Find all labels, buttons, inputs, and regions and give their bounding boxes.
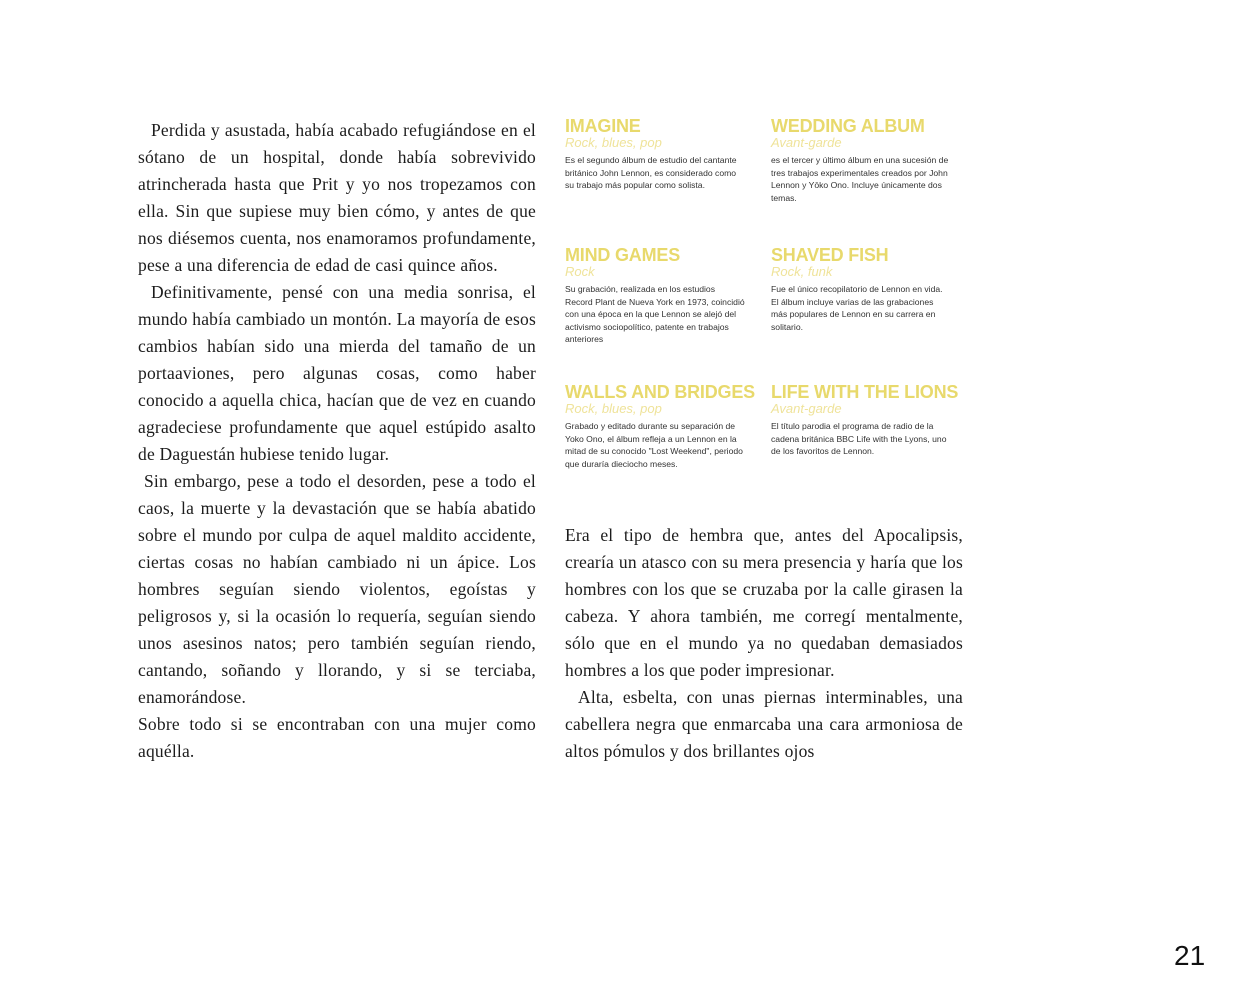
left-text-column xyxy=(138,117,536,765)
album-title: IMAGINE xyxy=(565,116,641,136)
album-title: SHAVED FISH xyxy=(771,245,889,265)
album-walls-and-bridges xyxy=(565,382,755,470)
album-description: Fue el único recopilatorio de Lennon en vida. El álbum incluye varias de las grabaciones más populares de Lennon en su carrera en solitario. xyxy=(771,284,943,332)
album-title: WEDDING ALBUM xyxy=(771,116,925,136)
album-genre: Rock, funk xyxy=(771,264,833,279)
album-genre: Rock xyxy=(565,264,595,279)
right-text-column xyxy=(565,522,963,765)
paragraph: Definitivamente, pensé con una media sonrisa, el mundo había cambiado un montón. La mayoría de esos cambios habían sido una mierda del tamaño de un portaaviones, pero algunas cosas, como haber conocido a aquella chica, hacían que de vez en cuando agradeciese profundamente que aquel estúpido asalto de Daguestán hubiese tenido lugar. xyxy=(138,282,536,464)
paragraph: Alta, esbelta, con unas piernas interminables, una cabellera negra que enmarcaba una cara armoniosa de altos pómulos y dos brillantes ojos xyxy=(565,687,963,761)
album-shaved-fish xyxy=(771,245,961,333)
album-description: Grabado y editado durante su separación de Yoko Ono, el álbum refleja a un Lennon en la mitad de su conocido "Lost Weekend", periodo que duraría dieciocho meses. xyxy=(565,421,743,469)
paragraph: Sobre todo si se encontraban con una mujer como aquélla. xyxy=(138,714,536,761)
album-title: LIFE WITH THE LIONS xyxy=(771,382,959,402)
page-number: 21 xyxy=(1174,940,1206,971)
album-genre: Rock, blues, pop xyxy=(565,401,662,416)
album-title: MIND GAMES xyxy=(565,245,681,265)
album-description: Es el segundo álbum de estudio del cantante británico John Lennon, es considerado como su trabajo más popular como solista. xyxy=(565,155,737,191)
album-description: Su grabación, realizada en los estudios Record Plant de Nueva York en 1973, coincidió con una época en la que Lennon se alejó del activismo sociopolítico, patente en trabajos anteriores xyxy=(565,284,745,345)
paragraph: Era el tipo de hembra que, antes del Apocalipsis, crearía un atasco con su mera presencia y haría que los hombres con los que se cruzaba por la calle girasen la cabeza. Y ahora también, me corregí mentalmente, sólo que en el mundo ya no quedaban demasiados hombres a los que poder impresionar. xyxy=(565,525,963,680)
album-life-with-the-lions xyxy=(771,382,961,458)
album-title: WALLS AND BRIDGES xyxy=(565,382,755,402)
album-genre: Rock, blues, pop xyxy=(565,135,662,150)
album-genre: Avant-garde xyxy=(771,135,842,150)
album-wedding-album xyxy=(771,116,961,204)
album-imagine xyxy=(565,116,755,192)
album-description: es el tercer y último álbum en una sucesión de tres trabajos experimentales creados por John Lennon y Yōko Ono. Incluye únicamente dos temas. xyxy=(771,155,949,203)
album-mind-games xyxy=(565,245,755,346)
paragraph: Sin embargo, pese a todo el desorden, pese a todo el caos, la muerte y la devastación que se había abatido sobre el mundo por culpa de aquel maldito accidente, ciertas cosas no habían cambiado ni un ápice. Los hombres seguían siendo violentos, egoístas y peligrosos y, si la ocasión lo requería, seguían siendo unos asesinos natos; pero también seguían riendo, cantando, soñando y llorando, y si se terciaba, enamorándose. xyxy=(138,471,536,707)
paragraph: Perdida y asustada, había acabado refugiándose en el sótano de un hospital, donde había sobrevivido atrincherada hasta que Prit y yo nos tropezamos con ella. Sin que supiese muy bien cómo, y antes de que nos diésemos cuenta, nos enamoramos profundamente, pese a una diferencia de edad de casi quince años. xyxy=(138,120,536,275)
album-genre: Avant-garde xyxy=(771,401,842,416)
album-description: El título parodia el programa de radio de la cadena británica BBC Life with the Lyons, uno de los favoritos de Lennon. xyxy=(771,421,947,457)
